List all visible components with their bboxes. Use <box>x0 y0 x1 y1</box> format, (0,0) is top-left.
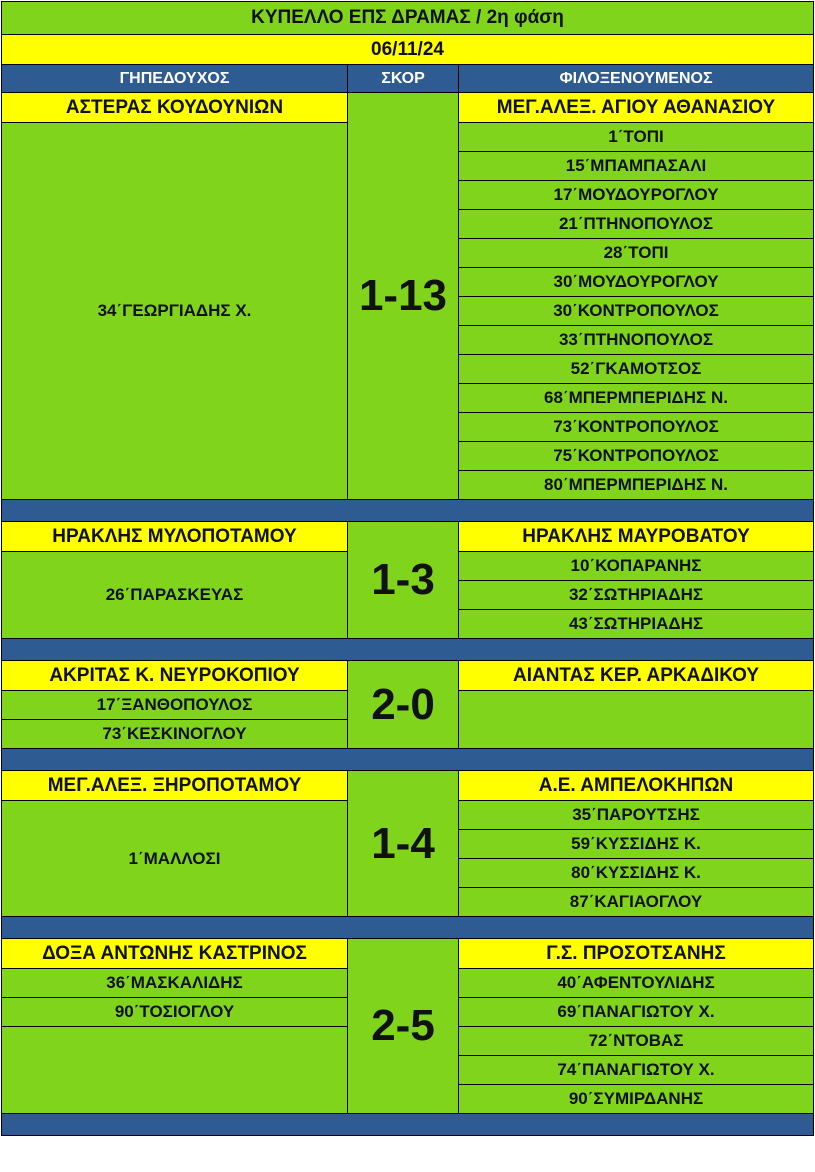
results-table <box>1 1 814 1136</box>
away-team: ΜΕΓ.ΑΛΕΞ. ΑΓΙΟΥ ΑΘΑΝΑΣΙΟΥ <box>459 93 814 123</box>
home-team: ΑΣΤΕΡΑΣ ΚΟΥΔΟΥΝΙΩΝ <box>2 93 348 123</box>
away-scorer: 80΄ΜΠΕΡΜΠΕΡΙΔΗΣ Ν. <box>459 471 814 500</box>
away-scorer: 33΄ΠΤΗΝΟΠΟΥΛΟΣ <box>459 326 814 355</box>
away-scorer: 68΄ΜΠΕΡΜΠΕΡΙΔΗΣ Ν. <box>459 384 814 413</box>
separator-bar <box>2 639 814 661</box>
away-scorer: 80΄ΚΥΣΣΙΔΗΣ Κ. <box>459 859 814 888</box>
away-scorer: 17΄ΜΟΥΔΟΥΡΟΓΛΟΥ <box>459 181 814 210</box>
away-team: Α.Ε. ΑΜΠΕΛΟΚΗΠΩΝ <box>459 771 814 801</box>
home-scorer: 73΄ΚΕΣΚΙΝΟΓΛΟΥ <box>2 720 348 749</box>
away-scorer: 52΄ΓΚΑΜΟΤΣΟΣ <box>459 355 814 384</box>
table-title: ΚΥΠΕΛΛΟ ΕΠΣ ΔΡΑΜΑΣ / 2η φάση <box>2 2 814 35</box>
header-score: ΣΚΟΡ <box>348 65 459 93</box>
away-scorer: 10΄ΚΟΠΑΡΑΝΗΣ <box>459 552 814 581</box>
away-team: ΗΡΑΚΛΗΣ ΜΑΥΡΟΒΑΤΟΥ <box>459 522 814 552</box>
match-date: 06/11/24 <box>2 35 814 65</box>
away-scorer: 30΄ΚΟΝΤΡΟΠΟΥΛΟΣ <box>459 297 814 326</box>
away-scorer: 40΄ΑΦΕΝΤΟΥΛΙΔΗΣ <box>459 969 814 998</box>
away-scorer: 35΄ΠΑΡΟΥΤΣΗΣ <box>459 801 814 830</box>
away-scorer: 73΄ΚΟΝΤΡΟΠΟΥΛΟΣ <box>459 413 814 442</box>
home-team: ΑΚΡΙΤΑΣ Κ. ΝΕΥΡΟΚΟΠΙΟΥ <box>2 661 348 691</box>
home-team: ΗΡΑΚΛΗΣ ΜΥΛΟΠΟΤΑΜΟΥ <box>2 522 348 552</box>
home-team: ΜΕΓ.ΑΛΕΞ. ΞΗΡΟΠΟΤΑΜΟΥ <box>2 771 348 801</box>
home-scorer: 1΄ΜΑΛΛΟΣΙ <box>2 801 348 917</box>
home-team: ΔΟΞΑ ΑΝΤΩΝΗΣ ΚΑΣΤΡΙΝΟΣ <box>2 939 348 969</box>
home-scorer: 34΄ΓΕΩΡΓΙΑΔΗΣ Χ. <box>2 123 348 500</box>
away-scorer: 28΄ΤΟΠΙ <box>459 239 814 268</box>
separator-bar <box>2 917 814 939</box>
away-scorer: 21΄ΠΤΗΝΟΠΟΥΛΟΣ <box>459 210 814 239</box>
away-scorer: 72΄ΝΤΟΒΑΣ <box>459 1027 814 1056</box>
match-team-row <box>2 93 814 123</box>
header-home: ΓΗΠΕΔΟΥΧΟΣ <box>2 65 348 93</box>
separator-bar <box>2 749 814 771</box>
away-scorer: 90΄ΣΥΜΙΡΔΑΝΗΣ <box>459 1085 814 1114</box>
away-scorer: 30΄ΜΟΥΔΟΥΡΟΓΛΟΥ <box>459 268 814 297</box>
match-team-row <box>2 522 814 552</box>
away-scorer: 59΄ΚΥΣΣΙΔΗΣ Κ. <box>459 830 814 859</box>
away-scorer: 75΄ΚΟΝΤΡΟΠΟΥΛΟΣ <box>459 442 814 471</box>
home-scorer: 36΄ΜΑΣΚΑΛΙΔΗΣ <box>2 969 348 998</box>
match-team-row <box>2 661 814 691</box>
match-separator <box>2 639 814 661</box>
home-scorer-empty <box>2 1027 348 1114</box>
match-separator <box>2 1114 814 1136</box>
match-score: 2-5 <box>348 939 459 1114</box>
away-scorer: 32΄ΣΩΤΗΡΙΑΔΗΣ <box>459 581 814 610</box>
match-score: 1-13 <box>348 93 459 500</box>
match-score: 1-3 <box>348 522 459 639</box>
away-scorer: 15΄ΜΠΑΜΠΑΣΑΛΙ <box>459 152 814 181</box>
away-team: Γ.Σ. ΠΡΟΣΟΤΣΑΝΗΣ <box>459 939 814 969</box>
away-scorer: 74΄ΠΑΝΑΓΙΩΤΟΥ Χ. <box>459 1056 814 1085</box>
match-score: 2-0 <box>348 661 459 749</box>
match-team-row <box>2 939 814 969</box>
away-scorer: 43΄ΣΩΤΗΡΙΑΔΗΣ <box>459 610 814 639</box>
home-scorer: 90΄ΤΟΣΙΟΓΛΟΥ <box>2 998 348 1027</box>
match-score: 1-4 <box>348 771 459 917</box>
match-team-row <box>2 771 814 801</box>
away-team: ΑΙΑΝΤΑΣ ΚΕΡ. ΑΡΚΑΔΙΚΟΥ <box>459 661 814 691</box>
home-scorer: 26΄ΠΑΡΑΣΚΕΥΑΣ <box>2 552 348 639</box>
header-away: ΦΙΛΟΞΕΝΟΥΜΕΝΟΣ <box>459 65 814 93</box>
away-scorer-empty <box>459 691 814 749</box>
match-separator <box>2 749 814 771</box>
away-scorer: 1΄ΤΟΠΙ <box>459 123 814 152</box>
match-separator <box>2 917 814 939</box>
separator-bar <box>2 1114 814 1136</box>
away-scorer: 87΄ΚΑΓΙΑΟΓΛΟΥ <box>459 888 814 917</box>
match-separator <box>2 500 814 522</box>
home-scorer: 17΄ΞΑΝΘΟΠΟΥΛΟΣ <box>2 691 348 720</box>
separator-bar <box>2 500 814 522</box>
away-scorer: 69΄ΠΑΝΑΓΙΩΤΟΥ Χ. <box>459 998 814 1027</box>
